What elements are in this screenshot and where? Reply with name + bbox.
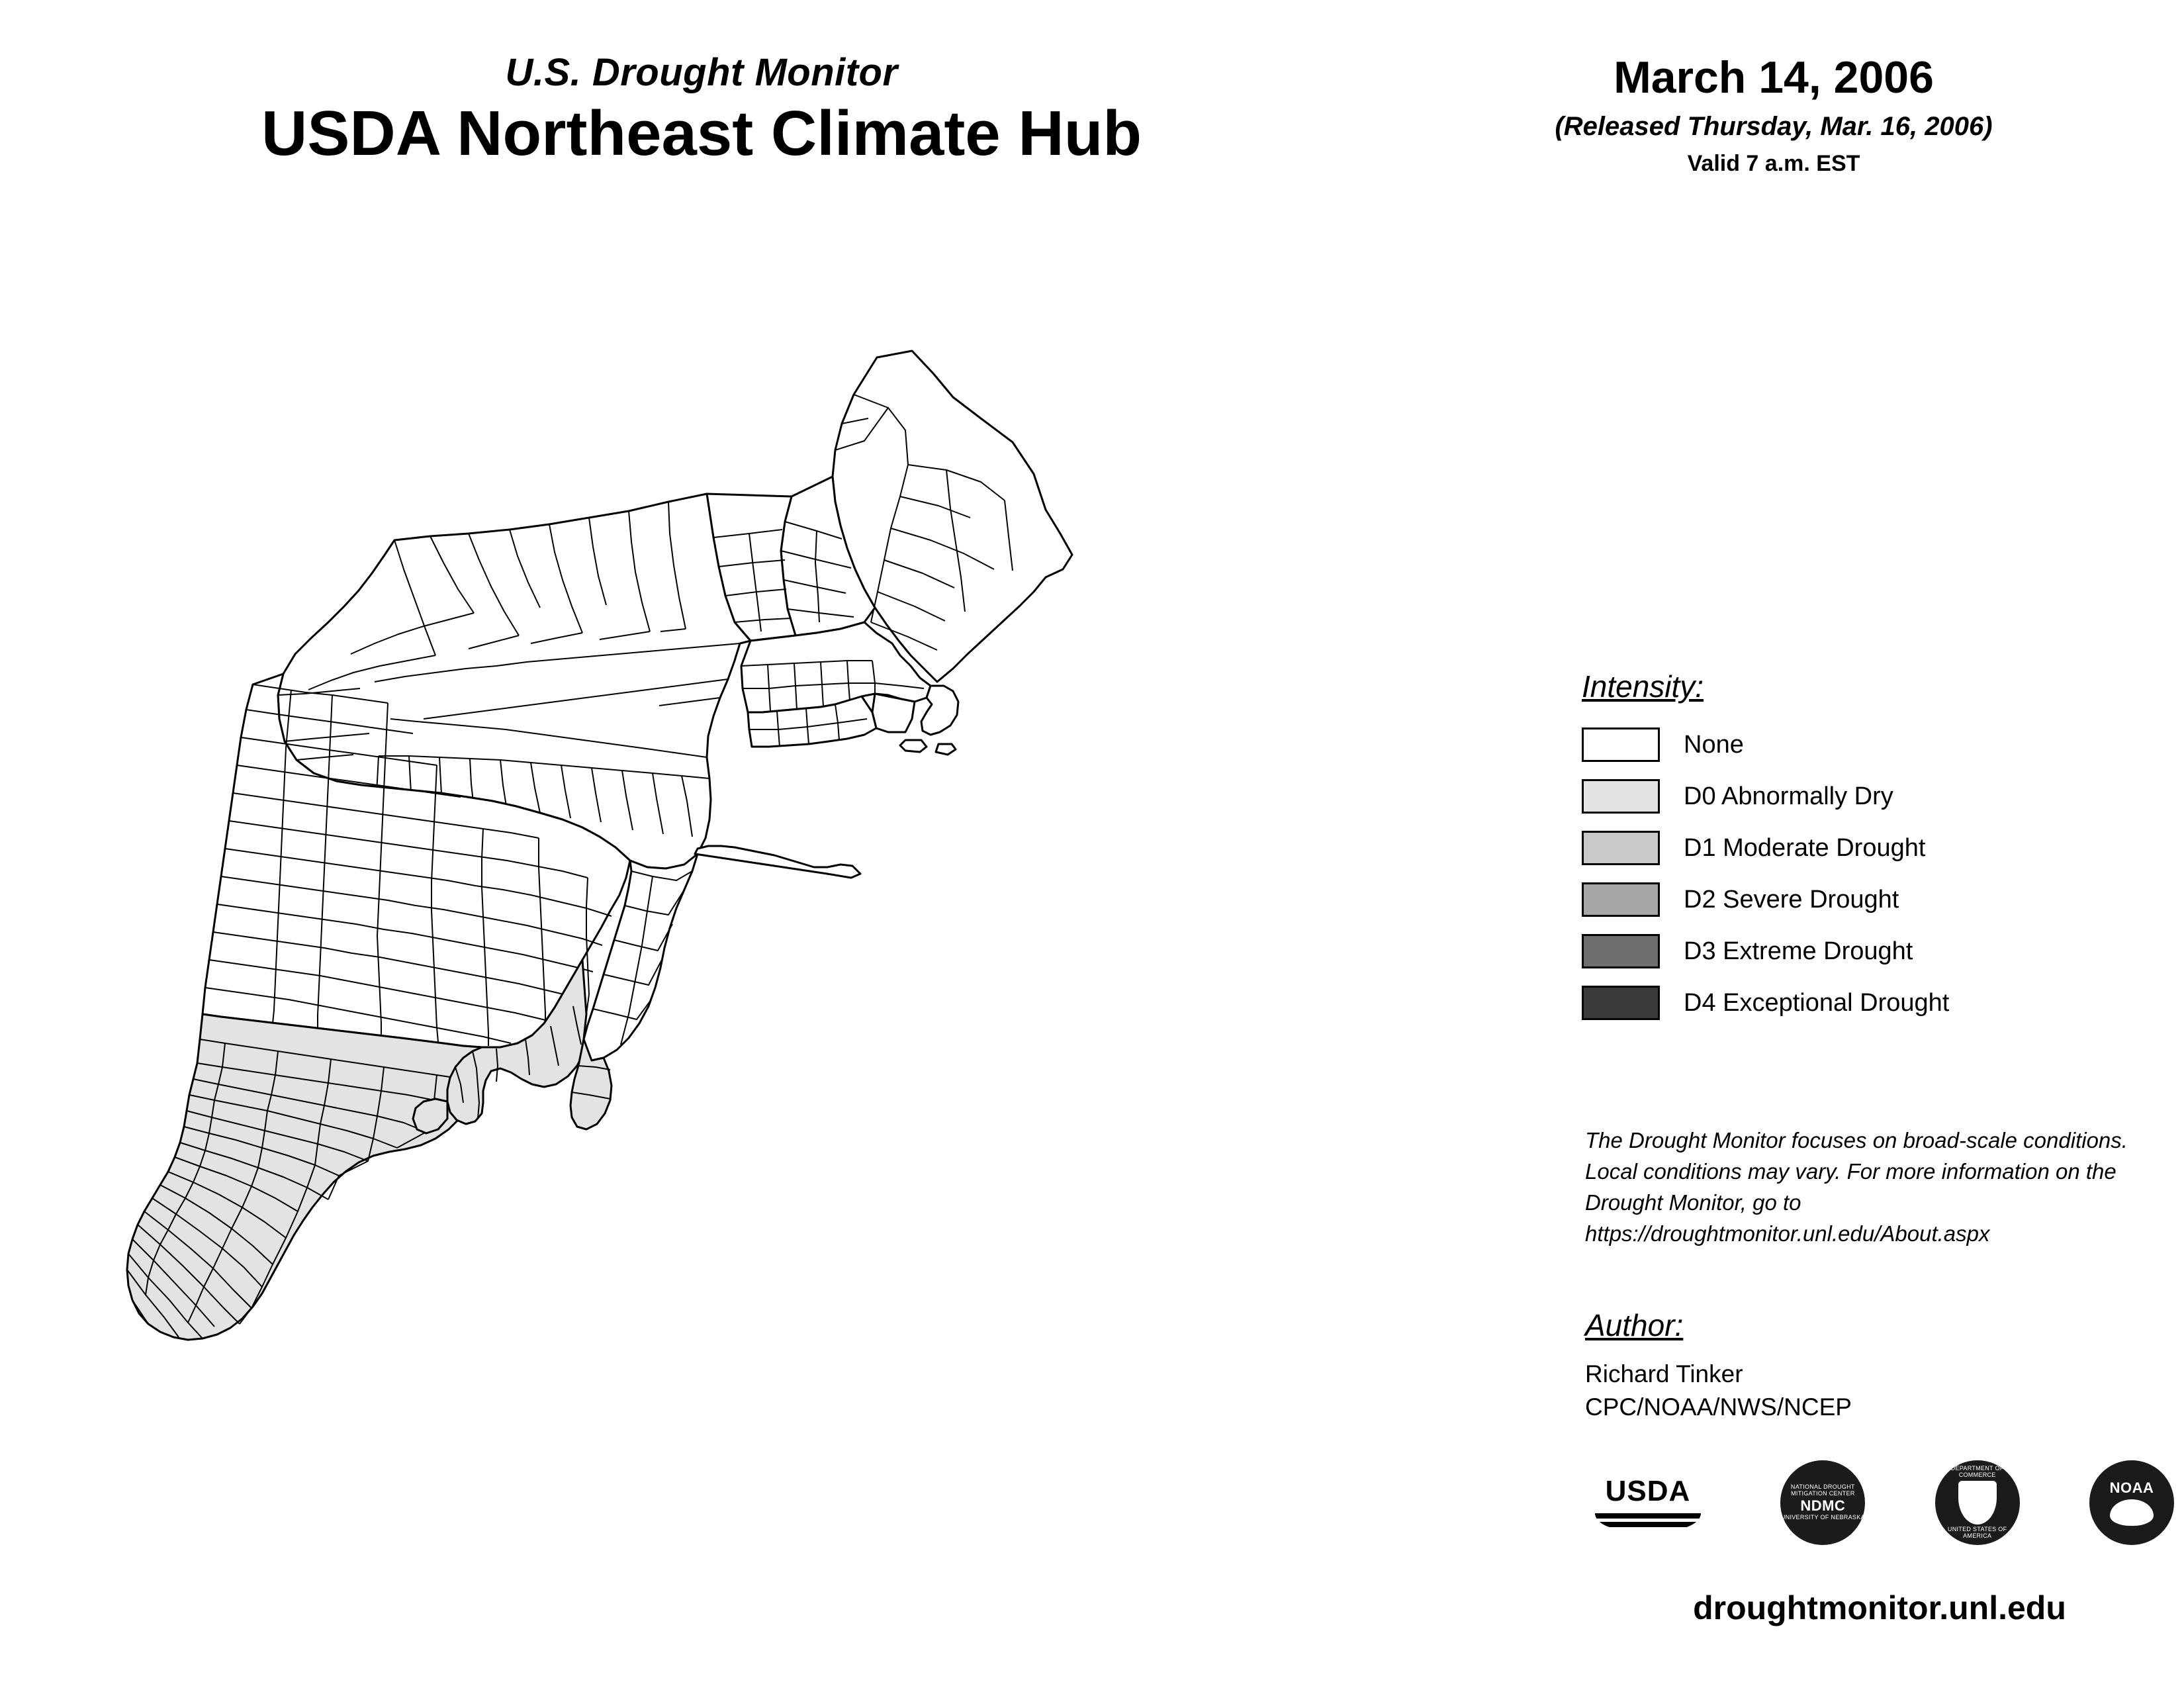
usda-logo — [1585, 1463, 1711, 1542]
legend-label-none: None — [1684, 730, 1744, 759]
legend-item-d0 — [1582, 771, 2138, 822]
legend-item-none — [1582, 719, 2138, 771]
usdoc-logo-subtext2: UNITED STATES OF AMERICA — [1947, 1526, 2007, 1539]
usda-logo-text: USDA — [1605, 1475, 1691, 1507]
drought-map — [73, 344, 1516, 1602]
legend-item-d1 — [1582, 822, 2138, 874]
usdoc-logo-subtext: DEPARTMENT OF COMMERCE — [1950, 1465, 2004, 1479]
map-svg — [73, 344, 1516, 1602]
page-title: USDA Northeast Climate Hub — [261, 97, 1142, 169]
author-block — [1585, 1307, 2174, 1424]
legend-label-d3: D3 Extreme Drought — [1684, 937, 1913, 965]
usda-swoosh-icon — [1595, 1513, 1701, 1530]
legend-item-d2 — [1582, 874, 2138, 925]
ndmc-logo-subtext: NATIONAL DROUGHT MITIGATION CENTER — [1790, 1483, 1855, 1497]
nantucket — [936, 744, 956, 755]
legend-panel — [1582, 669, 2138, 1029]
valid-date: March 14, 2006 — [1614, 52, 1934, 103]
legend-swatch-d1 — [1582, 831, 1660, 865]
legend-label-d0: D0 Abnormally Dry — [1684, 782, 1893, 810]
ndmc-logo — [1780, 1460, 1865, 1545]
seabird-icon — [2110, 1499, 2154, 1526]
state-rhode-island — [872, 694, 915, 732]
drought-monitor-supertitle: U.S. Drought Monitor — [505, 51, 898, 94]
legend-swatch-d4 — [1582, 986, 1660, 1020]
usdoc-logo — [1935, 1460, 2020, 1545]
ndmc-logo-subtext2: UNIVERSITY OF NEBRASKA — [1780, 1513, 1865, 1521]
legend-item-d4 — [1582, 977, 2138, 1029]
author-affiliation: CPC/NOAA/NWS/NCEP — [1585, 1393, 1852, 1421]
legend-swatch-d3 — [1582, 934, 1660, 968]
valid-time: Valid 7 a.m. EST — [1687, 150, 1860, 176]
noaa-logo — [2089, 1460, 2174, 1545]
shield-icon — [1958, 1481, 1997, 1524]
legend-swatch-d0 — [1582, 779, 1660, 814]
logo-strip — [1585, 1453, 2174, 1552]
disclaimer-text: The Drought Monitor focuses on broad-scale conditions. Local conditions may vary. For more information on the Drought Monitor, go to https://droughtmonitor.unl.edu/About.aspx — [1585, 1128, 2128, 1246]
legend-label-d1: D1 Moderate Drought — [1684, 833, 1926, 862]
ndmc-logo-text: NDMC — [1800, 1497, 1846, 1514]
legend-item-d3 — [1582, 925, 2138, 977]
legend-title: Intensity: — [1582, 669, 1704, 704]
released-date: (Released Thursday, Mar. 16, 2006) — [1555, 111, 1993, 141]
long-island — [695, 846, 860, 878]
marthas-vineyard — [900, 740, 927, 752]
noaa-logo-text: NOAA — [2109, 1479, 2154, 1496]
legend-label-d4: D4 Exceptional Drought — [1684, 988, 1950, 1017]
legend-label-d2: D2 Severe Drought — [1684, 885, 1899, 914]
author-heading: Author: — [1585, 1308, 1684, 1342]
header-date-block — [1482, 53, 2065, 177]
legend-swatch-none — [1582, 727, 1660, 762]
site-url[interactable]: droughtmonitor.unl.edu — [1693, 1589, 2066, 1626]
author-name: Richard Tinker — [1585, 1360, 1743, 1387]
legend-swatch-d2 — [1582, 882, 1660, 917]
header-title-block — [60, 53, 1343, 170]
